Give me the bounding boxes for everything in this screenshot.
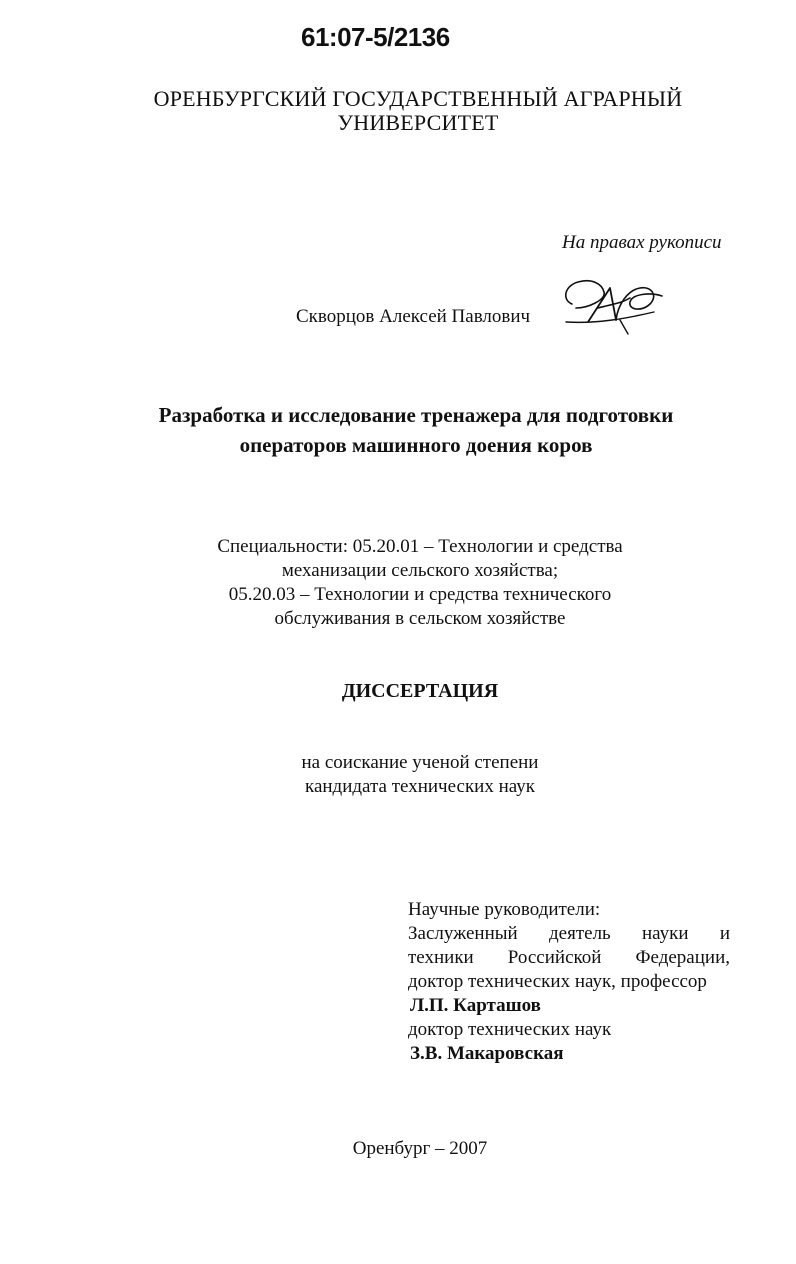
supervisor-1-title-line-2: техники Российской Федерации,: [408, 947, 730, 968]
supervisor-2-name: З.В. Макаровская: [410, 1043, 564, 1064]
place-and-year: Оренбург – 2007: [352, 1138, 488, 1159]
dissertation-title-line-2: операторов машинного доения коров: [239, 433, 593, 457]
catalog-code: 61:07-5/2136: [301, 22, 450, 52]
specialties-line-1: Специальности: 05.20.01 – Технологии и средства: [217, 536, 623, 557]
supervisor-1-title-line-1: Заслуженный деятель науки и: [408, 923, 730, 944]
supervisor-2-title: доктор технических наук: [408, 1019, 612, 1040]
degree-line-2: кандидата технических наук: [305, 776, 535, 797]
supervisor-1-name: Л.П. Карташов: [410, 995, 541, 1016]
university-name-line-2: УНИВЕРСИТЕТ: [337, 110, 499, 135]
document-type-heading: ДИССЕРТАЦИЯ: [341, 680, 499, 702]
author-name: Скворцов Алексей Павлович: [296, 306, 531, 327]
supervisors-heading: Научные руководители:: [408, 899, 601, 920]
specialties-line-4: обслуживания в сельском хозяйстве: [274, 608, 566, 629]
degree-line-1: на соискание ученой степени: [301, 752, 539, 773]
manuscript-rights-note: На правах рукописи: [562, 232, 722, 253]
supervisor-1-title-line-3: доктор технических наук, профессор: [408, 971, 707, 992]
university-name-line-1: ОРЕНБУРГСКИЙ ГОСУДАРСТВЕННЫЙ АГРАРНЫЙ: [153, 86, 683, 111]
signature-icon: [558, 274, 678, 338]
specialties-line-3: 05.20.03 – Технологии и средства технического: [228, 584, 612, 605]
dissertation-title-line-1: Разработка и исследование тренажера для подготовки: [158, 403, 674, 427]
supervisors-block: [408, 898, 730, 1066]
specialties-line-2: механизации сельского хозяйства;: [281, 560, 559, 581]
